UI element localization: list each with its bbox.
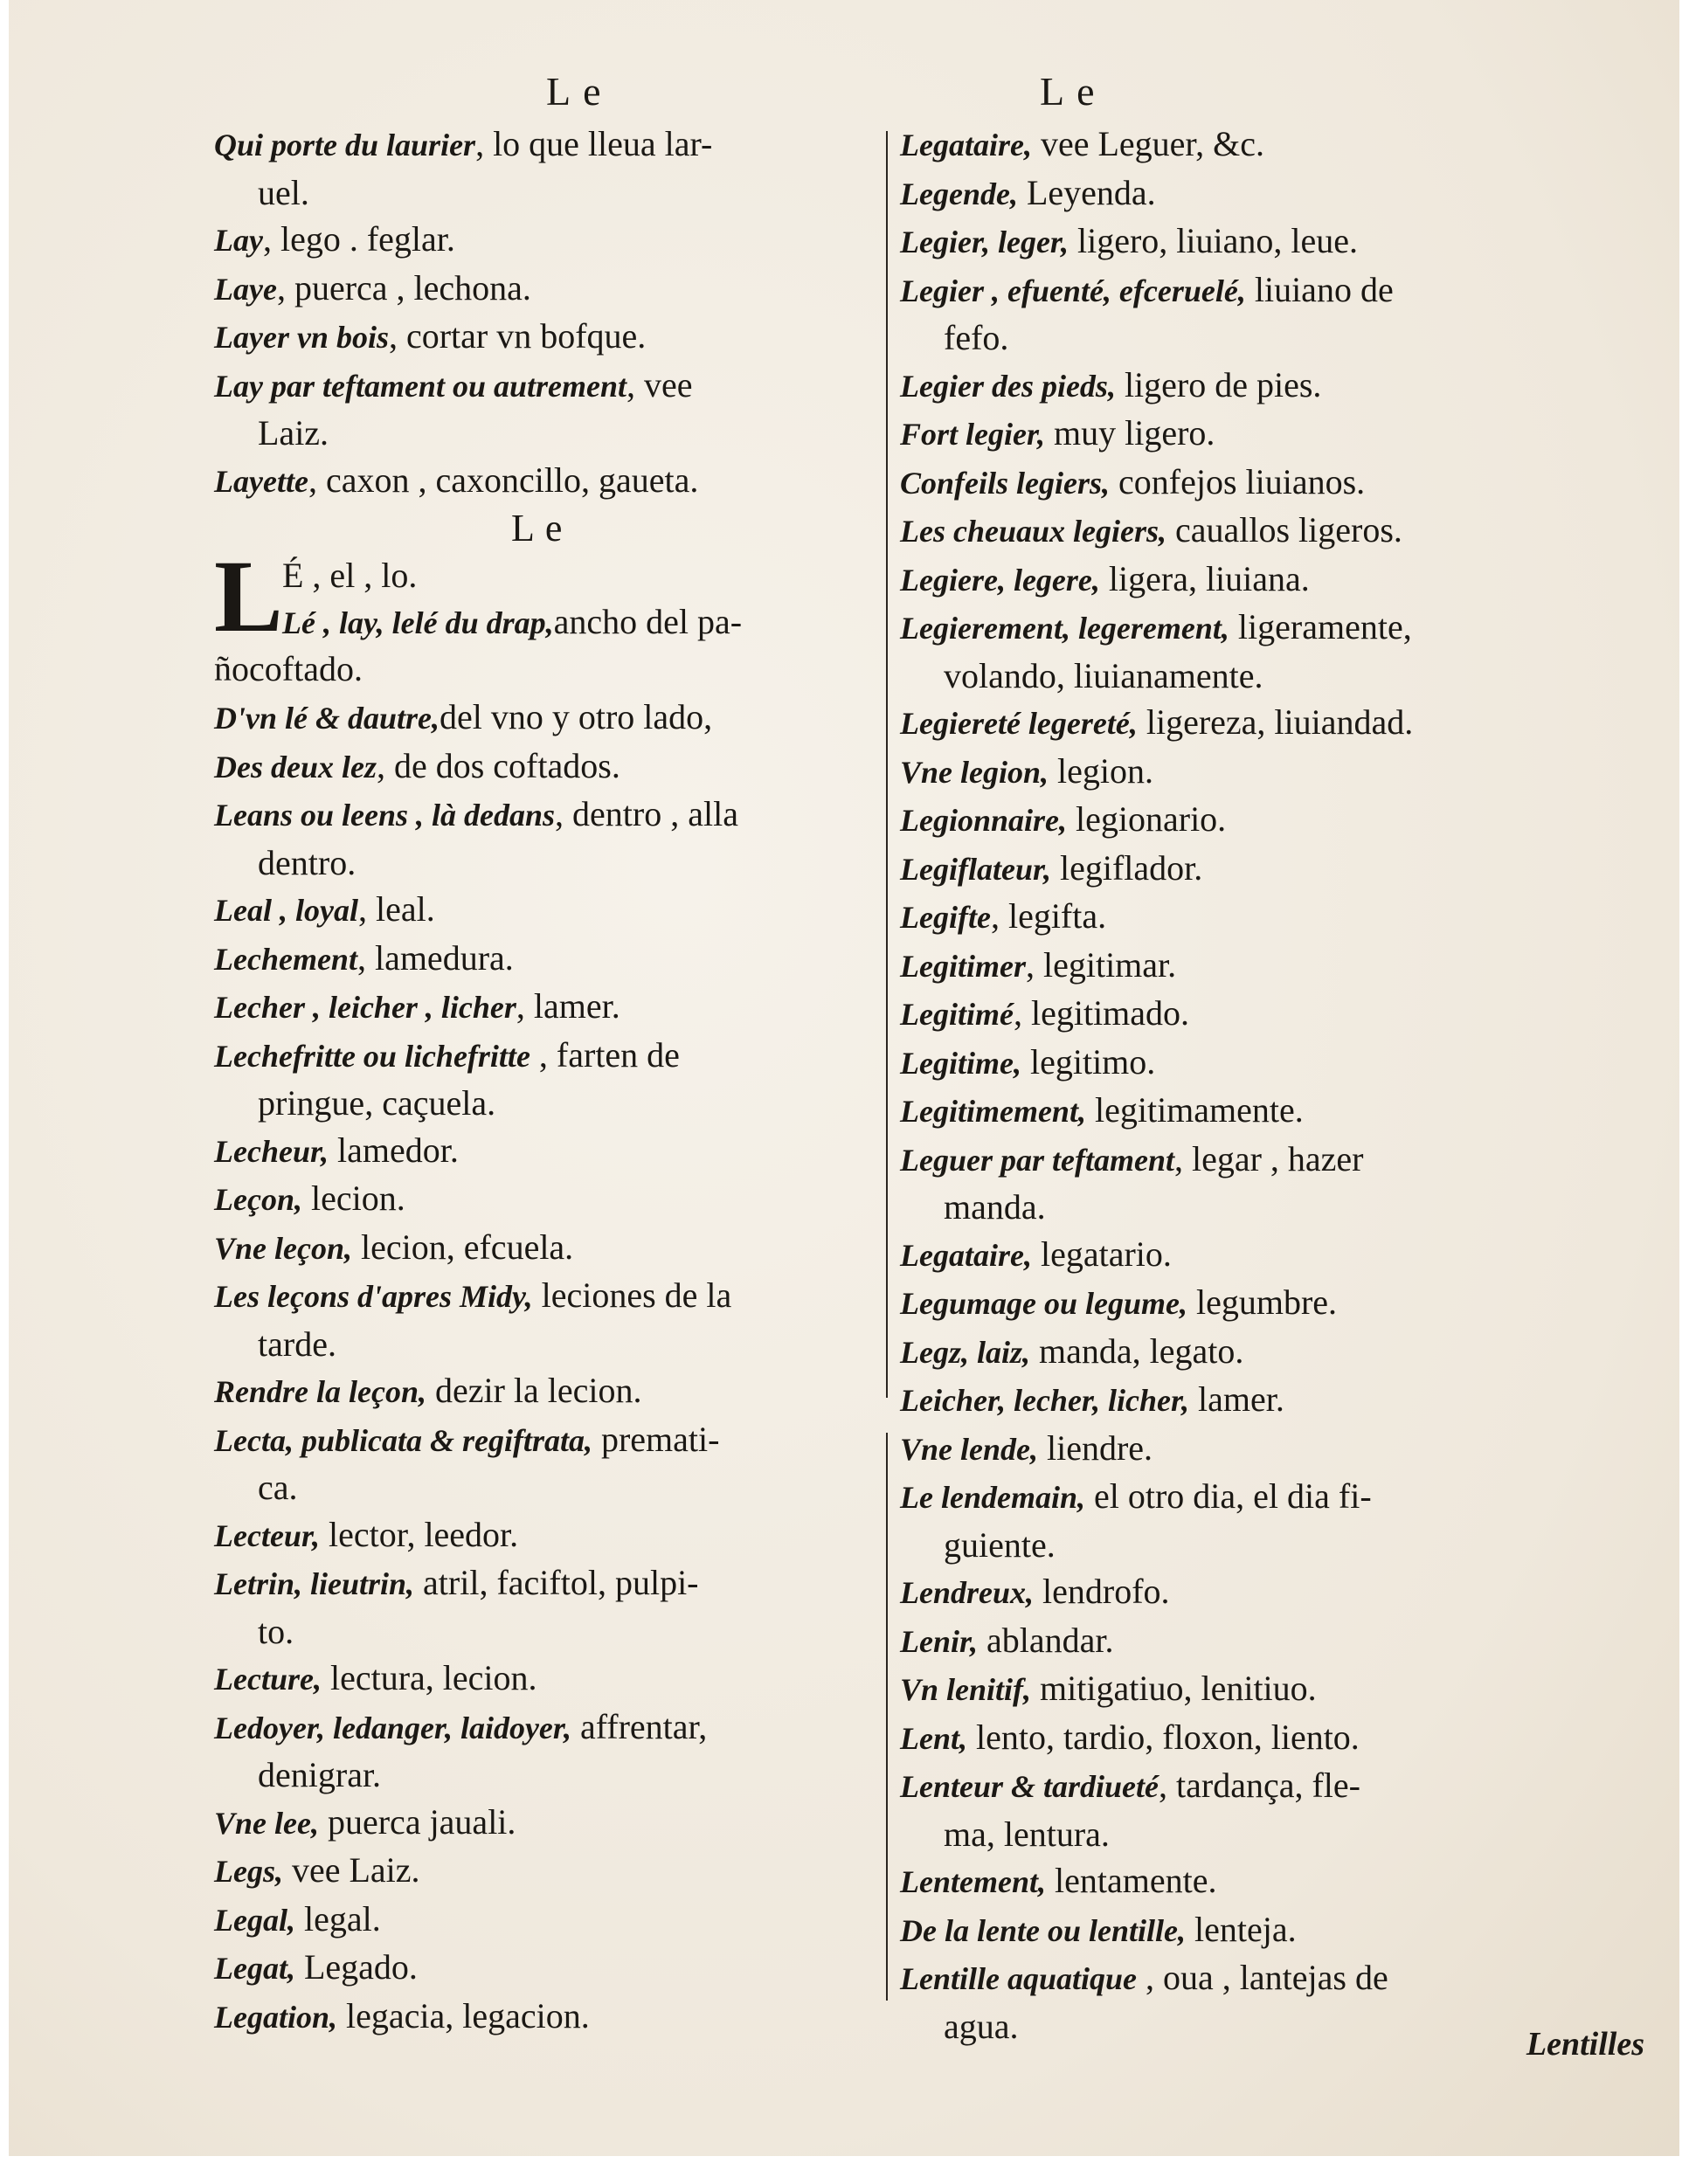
- definition: lectura, lecion.: [321, 1658, 537, 1697]
- headword: Legz, laiz,: [900, 1334, 1030, 1370]
- definition: legitimo.: [1021, 1041, 1156, 1082]
- dictionary-entry: [214, 1272, 896, 1367]
- definition: , legifta.: [990, 896, 1107, 936]
- headword: Lendreux,: [900, 1575, 1034, 1610]
- drop-cap-entry: [214, 538, 896, 653]
- headword: D'vn lé & dautre,: [214, 701, 440, 736]
- dictionary-entry: [214, 1704, 896, 1799]
- definition: , puerca , lechona.: [276, 267, 531, 308]
- dictionary-entry: [900, 1376, 1573, 1425]
- dictionary-entry: [900, 1906, 1573, 1955]
- dictionary-entry: [900, 1279, 1573, 1328]
- definition: lector, leedor.: [319, 1514, 519, 1554]
- dictionary-entry: [900, 1762, 1573, 1857]
- headword: Lecture,: [214, 1662, 322, 1697]
- dictionary-entry: [214, 1896, 896, 1945]
- definition: lamer.: [1188, 1379, 1284, 1419]
- definition: , caxon , caxoncillo, gaueta.: [308, 460, 699, 500]
- definition: lamedor.: [329, 1130, 459, 1170]
- dictionary-entry: [214, 1799, 896, 1848]
- dictionary-entry: [900, 169, 1573, 218]
- dictionary-entry: [214, 1559, 896, 1655]
- headword: Qui porte du laurier: [214, 128, 476, 162]
- definition: legacia, legacion.: [337, 1995, 590, 2035]
- headword: Vn lenitif,: [900, 1672, 1032, 1707]
- headword: Layette: [214, 463, 308, 499]
- headword: Les leçons d'apres Midy,: [214, 1279, 533, 1314]
- headword: Lay: [214, 223, 263, 258]
- dictionary-entry: [900, 121, 1573, 169]
- definition: ligereza, liuiandad.: [1137, 702, 1414, 742]
- headword: Legataire,: [900, 1237, 1032, 1273]
- dictionary-entry: [214, 646, 896, 695]
- headword: Confeils legiers,: [900, 465, 1110, 501]
- headword: Laye: [214, 271, 277, 307]
- headword: Lentille aquatique: [900, 1961, 1138, 1996]
- dictionary-page: [9, 0, 1679, 2156]
- dictionary-entry: [214, 1416, 896, 1511]
- dictionary-entry: [900, 1231, 1573, 1280]
- definition: , de dos coftados.: [376, 745, 620, 785]
- dictionary-entry: [214, 1032, 896, 1127]
- headword: Legataire,: [900, 128, 1032, 162]
- dictionary-entry: [900, 942, 1573, 991]
- definition: legitimamente.: [1085, 1090, 1304, 1130]
- drop-line-1: É , el , lo.: [282, 555, 418, 595]
- dictionary-entry: [214, 121, 896, 216]
- dictionary-entry: [900, 1328, 1573, 1377]
- definition: affrentar,: [571, 1706, 708, 1746]
- definition-continuation: volando, liuianamente.: [944, 655, 1263, 695]
- dictionary-entry: [900, 507, 1573, 556]
- dictionary-entry: [900, 1665, 1573, 1714]
- left-running-head: Le: [546, 69, 613, 114]
- headword: Leicher, lecher, licher,: [900, 1383, 1189, 1418]
- headword: Les cheuaux legiers,: [900, 514, 1166, 549]
- dictionary-entry: [900, 604, 1573, 699]
- dictionary-entry: [900, 266, 1573, 362]
- headword: Legation,: [214, 1999, 337, 2035]
- definition-continuation: uel.: [258, 172, 309, 212]
- definition: vee Leguer, &c.: [1031, 124, 1265, 163]
- headword: Leguer par teftament: [900, 1142, 1174, 1178]
- catchword: Lentilles: [1526, 2026, 1644, 2063]
- definition: legionario.: [1067, 799, 1227, 839]
- definition: , lamedura.: [356, 937, 514, 978]
- headword: Ledoyer, ledanger, laidoyer,: [214, 1710, 571, 1745]
- definition: legiflador.: [1051, 847, 1203, 888]
- definition: , legar , hazer: [1173, 1138, 1364, 1178]
- definition: atril, faciftol, pulpi-: [414, 1563, 699, 1602]
- definition-continuation: denigrar.: [258, 1755, 382, 1794]
- definition: , lo que lleua lar-: [475, 124, 713, 163]
- dictionary-entry: [214, 457, 896, 506]
- dictionary-entry: [900, 1714, 1573, 1763]
- headword: Legs,: [214, 1854, 283, 1889]
- dictionary-entry: [900, 1039, 1573, 1088]
- headword: Vne legion,: [900, 754, 1049, 790]
- headword: Legat,: [214, 1951, 295, 1986]
- definition: ligero de pies.: [1115, 364, 1322, 404]
- dictionary-entry: [900, 699, 1573, 748]
- headword: De la lente ou lentille,: [900, 1912, 1186, 1948]
- definition: el otro dia, el dia fi-: [1084, 1476, 1372, 1516]
- definition: , legitimar.: [1025, 944, 1177, 985]
- definition: Leyenda.: [1017, 172, 1156, 212]
- definition: del vno y otro lado,: [440, 697, 713, 736]
- headword: Des deux lez: [214, 749, 377, 784]
- headword: Legiflateur,: [900, 851, 1051, 887]
- dictionary-entry: [900, 459, 1573, 508]
- definition: ligeramente,: [1229, 607, 1412, 646]
- dictionary-entry: [900, 1617, 1573, 1666]
- headword: Lenteur & tardiueté: [900, 1769, 1159, 1804]
- definition: legumbre.: [1187, 1282, 1338, 1322]
- headword: Letrin, lieutrin,: [214, 1566, 415, 1601]
- dictionary-entry: [900, 218, 1573, 266]
- headword: Legier des pieds,: [900, 368, 1116, 404]
- headword: Layer vn bois: [214, 320, 389, 355]
- headword: Legende,: [900, 176, 1018, 211]
- definition: , farten de: [530, 1034, 680, 1075]
- headword: Leal , loyal: [214, 893, 358, 928]
- definition-continuation: dentro.: [258, 842, 356, 882]
- definition: puerca jauali.: [318, 1801, 516, 1842]
- dictionary-entry: [214, 983, 896, 1032]
- headword: Legumage ou legume,: [900, 1286, 1187, 1321]
- headword: Legiereté legereté,: [900, 706, 1138, 741]
- headword: Legier, leger,: [900, 225, 1069, 259]
- dictionary-entry: [900, 796, 1573, 845]
- headword: Legionnaire,: [900, 803, 1068, 838]
- headword: Legiere, legere,: [900, 562, 1100, 598]
- headword: Lentement,: [900, 1864, 1046, 1899]
- dictionary-entry: [214, 1127, 896, 1176]
- section-subheader: Le: [511, 507, 573, 549]
- definition-continuation: agua.: [944, 2006, 1019, 2046]
- definition: , tardança, fle-: [1159, 1766, 1360, 1805]
- dictionary-entry: [900, 410, 1573, 459]
- definition: , lego . feglar.: [262, 219, 455, 259]
- definition: liendre.: [1038, 1427, 1153, 1468]
- headword: Rendre la leçon,: [214, 1374, 426, 1409]
- definition: , vee: [626, 364, 693, 404]
- dictionary-entry: [900, 1473, 1573, 1568]
- headword: Legitimé: [900, 997, 1014, 1032]
- definition: , leal.: [357, 889, 435, 929]
- dictionary-entry: [900, 748, 1573, 797]
- definition: manda, legato.: [1030, 1330, 1244, 1371]
- dictionary-entry: [214, 1993, 896, 2042]
- definition: lecion, efcuela.: [352, 1227, 574, 1267]
- dictionary-entry: [214, 1224, 896, 1273]
- headword: Legier , efuenté, efceruelé,: [900, 273, 1246, 308]
- definition: lento, tardio, floxon, liento.: [967, 1717, 1360, 1757]
- drop-line-2: Lé , lay, lelé du drap,ancho del pa-: [282, 601, 743, 641]
- dictionary-entry: [214, 362, 896, 457]
- dictionary-entry: [900, 362, 1573, 411]
- definition: ablandar.: [978, 1620, 1114, 1660]
- headword: Legitimer: [900, 948, 1026, 984]
- headword: Vne lende,: [900, 1431, 1038, 1467]
- dictionary-entry: [214, 743, 896, 791]
- definition: leciones de la: [532, 1275, 732, 1315]
- dictionary-entry: [900, 893, 1573, 942]
- definition: lendrofo.: [1034, 1572, 1170, 1611]
- definition-continuation: ma, lentura.: [944, 1814, 1110, 1854]
- dictionary-entry: [214, 313, 896, 362]
- dictionary-entry: [900, 1857, 1573, 1906]
- definition: Legado.: [294, 1947, 418, 1987]
- headword: Legitime,: [900, 1045, 1021, 1081]
- definition-continuation: tarde.: [258, 1324, 336, 1364]
- definition-continuation: manda.: [944, 1187, 1046, 1227]
- dictionary-entry: [900, 556, 1573, 605]
- headword: Lechefritte ou lichefritte: [214, 1038, 530, 1074]
- drop-cap: L: [214, 538, 283, 653]
- definition: ligero, liuiano, leue.: [1068, 221, 1358, 260]
- right-running-head: Le: [1040, 69, 1107, 114]
- definition-continuation: ca.: [258, 1468, 298, 1507]
- dictionary-entry: [214, 886, 896, 935]
- definition: legal.: [294, 1898, 381, 1939]
- dictionary-entry: [214, 1847, 896, 1896]
- definition: , oua , lantejas de: [1137, 1958, 1388, 1997]
- dictionary-entry: [900, 1136, 1573, 1231]
- headword: Le lendemain,: [900, 1480, 1085, 1515]
- headword: Lecteur,: [214, 1517, 320, 1553]
- headword: Legifte: [900, 900, 991, 935]
- headword: Lecta, publicata & regiftrata,: [214, 1422, 592, 1458]
- definition: ligera, liuiana.: [1099, 558, 1310, 598]
- headword: Lent,: [900, 1720, 967, 1756]
- headword: Leçon,: [214, 1182, 302, 1217]
- definition: legatario.: [1031, 1234, 1172, 1274]
- dictionary-entry: [214, 1367, 896, 1416]
- dictionary-entry: [214, 1944, 896, 1993]
- dictionary-entry: [214, 1655, 896, 1704]
- definition: mitigatiuo, lenitiuo.: [1031, 1669, 1317, 1708]
- headword: Legal,: [214, 1902, 295, 1938]
- dictionary-entry: [214, 1175, 896, 1224]
- definition: lecion.: [301, 1178, 405, 1218]
- definition: , cortar vn bofque.: [388, 316, 647, 356]
- definition: confejos liuianos.: [1110, 461, 1366, 501]
- definition-continuation: guiente.: [944, 1524, 1056, 1565]
- definition: liuiano de: [1245, 269, 1394, 309]
- definition: dezir la lecion.: [426, 1371, 642, 1410]
- definition: muy ligero.: [1045, 413, 1215, 453]
- definition-continuation: Laiz.: [258, 413, 329, 453]
- definition: premati-: [592, 1419, 720, 1459]
- dictionary-entry: [214, 265, 896, 314]
- dictionary-entry: [214, 1511, 896, 1560]
- definition: ñocoftado.: [214, 648, 363, 688]
- right-entries: [900, 121, 1573, 2049]
- headword: Lecher , leicher , licher: [214, 990, 516, 1025]
- definition-continuation: fefo.: [944, 318, 1009, 357]
- dictionary-entry: [900, 845, 1573, 894]
- dictionary-entry: [214, 935, 896, 984]
- headword: Lay par teftament ou autrement: [214, 368, 626, 404]
- dictionary-entry: [900, 990, 1573, 1039]
- definition-continuation: pringue, caçuela.: [258, 1083, 496, 1123]
- definition: lenteja.: [1185, 1909, 1297, 1949]
- headword: Leans ou leens , là dedans: [214, 798, 556, 833]
- headword: Fort legier,: [900, 417, 1046, 452]
- headword: Vne lee,: [214, 1805, 319, 1841]
- headword: Vne leçon,: [214, 1230, 352, 1266]
- dictionary-entry: [214, 791, 896, 886]
- dictionary-entry: [214, 216, 896, 265]
- headword: Lecheur,: [214, 1133, 329, 1169]
- left-entries: [214, 121, 896, 2041]
- definition: , legitimado.: [1013, 993, 1190, 1033]
- headword: Lechement: [214, 941, 357, 977]
- definition: lentamente.: [1045, 1861, 1217, 1900]
- definition: vee Laiz.: [282, 1850, 420, 1890]
- dictionary-entry: [900, 1568, 1573, 1617]
- headword: Legierement, legerement,: [900, 611, 1229, 646]
- dictionary-entry: [900, 1425, 1573, 1474]
- definition: , dentro , alla: [555, 794, 738, 833]
- dictionary-entry: [900, 1954, 1573, 2049]
- definition-continuation: to.: [258, 1611, 294, 1651]
- definition: cauallos ligeros.: [1166, 510, 1402, 549]
- definition: , lamer.: [516, 986, 620, 1026]
- dictionary-entry: [214, 694, 896, 743]
- headword: Legitimement,: [900, 1094, 1086, 1129]
- dictionary-entry: [900, 1087, 1573, 1136]
- definition: legion.: [1049, 750, 1153, 791]
- headword: Lenir,: [900, 1623, 979, 1659]
